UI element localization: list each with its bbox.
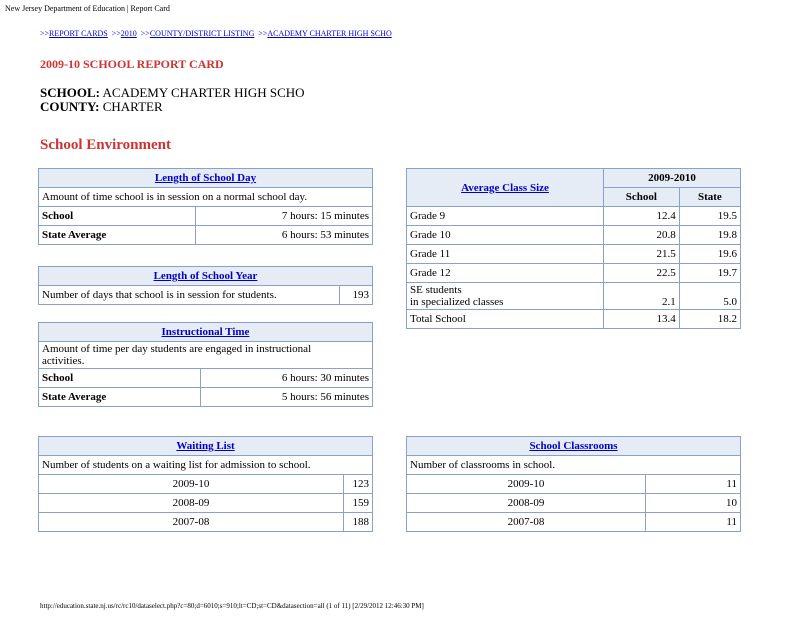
breadcrumb-county-district[interactable]: COUNTY/DISTRICT LISTING — [149, 29, 255, 38]
table-header — [407, 169, 604, 207]
row-value: 188 — [344, 513, 373, 532]
table-row — [407, 494, 741, 513]
school-value: 13.4 — [604, 310, 680, 329]
row-label: School — [39, 369, 201, 388]
table-row — [407, 310, 741, 329]
row-label — [407, 283, 604, 310]
school-value: 12.4 — [604, 207, 680, 226]
school-label: SCHOOL: — [40, 85, 100, 100]
school-info — [40, 86, 305, 114]
table-header — [39, 169, 373, 188]
row-value: 159 — [344, 494, 373, 513]
row-year: 2009-10 — [39, 475, 344, 494]
row-label-line2: in specialized classes — [410, 296, 504, 308]
instructional-time-link[interactable]: Instructional Time — [161, 326, 250, 338]
row-value: 5 hours: 56 minutes — [201, 388, 373, 407]
table-description: Amount of time school is in session on a normal school day. — [39, 188, 373, 207]
table-row — [39, 226, 373, 245]
length-of-year-table — [38, 266, 373, 305]
table-row — [39, 286, 373, 305]
table-header — [39, 437, 373, 456]
breadcrumb-separator: >> — [40, 29, 50, 38]
length-of-year-link[interactable]: Length of School Year — [153, 270, 258, 282]
page-footer-url: http://education.state.nj.us/rc/rc10/dataselect.php?c=80;d=6010;s=910;lt=CD;st=CD&datasection=all (1 of 11) [2/29/2012 12:46:30 PM] — [40, 602, 424, 610]
state-value: 19.7 — [679, 264, 740, 283]
length-of-day-table — [38, 168, 373, 245]
table-header — [407, 437, 741, 456]
row-label: Grade 10 — [407, 226, 604, 245]
table-row — [407, 245, 741, 264]
classrooms-table — [406, 436, 741, 532]
row-value: 193 — [340, 286, 373, 305]
school-value: 20.8 — [604, 226, 680, 245]
table-row — [39, 207, 373, 226]
table-header — [39, 323, 373, 342]
row-value: 6 hours: 53 minutes — [196, 226, 373, 245]
row-value: 11 — [646, 475, 741, 494]
table-row — [407, 283, 741, 310]
state-value: 19.6 — [679, 245, 740, 264]
table-row — [39, 369, 373, 388]
row-label: Grade 12 — [407, 264, 604, 283]
table-row — [407, 226, 741, 245]
row-year: 2009-10 — [407, 475, 646, 494]
classrooms-link[interactable]: School Classrooms — [529, 440, 618, 452]
breadcrumb-separator: >> — [140, 29, 150, 38]
school-value: 21.5 — [604, 245, 680, 264]
row-year: 2008-09 — [39, 494, 344, 513]
table-row — [407, 513, 741, 532]
state-value: 19.5 — [679, 207, 740, 226]
table-row — [39, 513, 373, 532]
row-value: 10 — [646, 494, 741, 513]
county-name: CHARTER — [102, 99, 163, 114]
row-label: Total School — [407, 310, 604, 329]
row-value: 6 hours: 30 minutes — [201, 369, 373, 388]
table-description: Amount of time per day students are engaged in instructional activities. — [39, 342, 373, 369]
row-year: 2008-09 — [407, 494, 646, 513]
class-size-link[interactable]: Average Class Size — [461, 181, 549, 194]
row-label: State Average — [39, 226, 196, 245]
section-title: School Environment — [40, 137, 171, 153]
breadcrumb — [40, 29, 392, 38]
school-name: ACADEMY CHARTER HIGH SCHO — [102, 85, 305, 100]
row-year: 2007-08 — [407, 513, 646, 532]
report-title: 2009-10 SCHOOL REPORT CARD — [40, 57, 224, 71]
waiting-list-link[interactable]: Waiting List — [176, 440, 235, 452]
table-description: Number of classrooms in school. — [407, 456, 741, 475]
table-row — [39, 494, 373, 513]
table-row — [407, 207, 741, 226]
class-size-table — [406, 168, 741, 329]
row-value: 11 — [646, 513, 741, 532]
breadcrumb-separator: >> — [111, 29, 121, 38]
state-value: 18.2 — [679, 310, 740, 329]
year-header: 2009-2010 — [604, 169, 741, 188]
row-year: 2007-08 — [39, 513, 344, 532]
instructional-time-table — [38, 322, 373, 407]
state-value: 19.8 — [679, 226, 740, 245]
window-title: New Jersey Department of Education | Report Card — [5, 4, 170, 13]
breadcrumb-year[interactable]: 2010 — [120, 29, 137, 38]
school-value: 2.1 — [604, 283, 680, 310]
table-row — [39, 388, 373, 407]
breadcrumb-report-cards[interactable]: REPORT CARDS — [49, 29, 108, 38]
table-row — [39, 475, 373, 494]
waiting-list-table — [38, 436, 373, 532]
breadcrumb-school[interactable]: ACADEMY CHARTER HIGH SCHO — [267, 29, 392, 38]
row-label-line1: SE students — [410, 284, 462, 296]
county-label: COUNTY: — [40, 99, 100, 114]
row-label: School — [39, 207, 196, 226]
row-label: Grade 9 — [407, 207, 604, 226]
state-column-header: State — [679, 188, 740, 207]
table-description: Number of days that school is in session for students. — [39, 286, 340, 305]
table-description: Number of students on a waiting list for admission to school. — [39, 456, 373, 475]
row-value: 123 — [344, 475, 373, 494]
school-value: 22.5 — [604, 264, 680, 283]
table-row — [407, 264, 741, 283]
breadcrumb-separator: >> — [258, 29, 268, 38]
row-label: State Average — [39, 388, 201, 407]
state-value: 5.0 — [679, 283, 740, 310]
table-row — [407, 475, 741, 494]
school-column-header: School — [604, 188, 680, 207]
row-value: 7 hours: 15 minutes — [196, 207, 373, 226]
table-header — [39, 267, 373, 286]
length-of-day-link[interactable]: Length of School Day — [154, 172, 257, 184]
row-label: Grade 11 — [407, 245, 604, 264]
